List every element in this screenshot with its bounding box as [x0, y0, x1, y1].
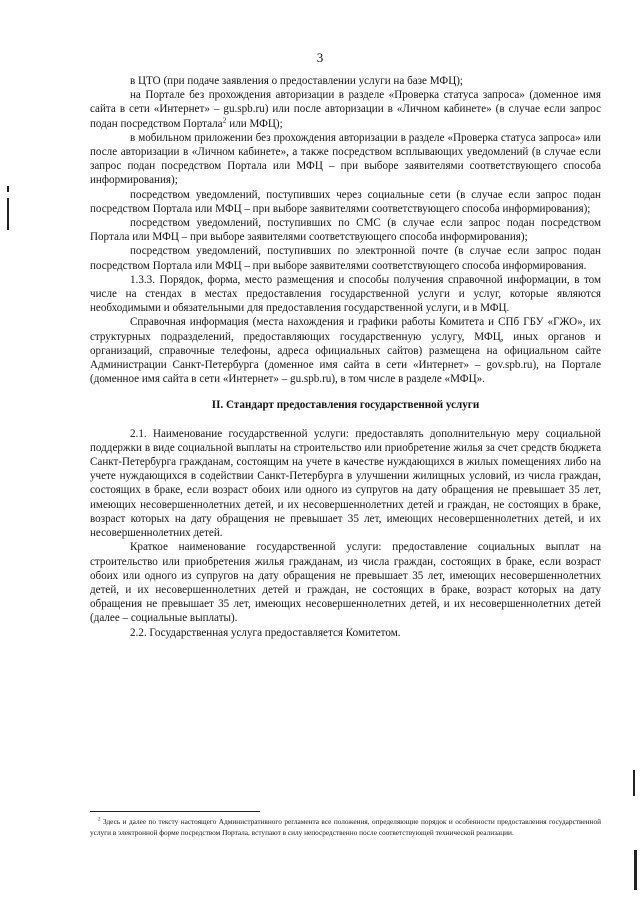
- paragraph-portal: [90, 88, 601, 131]
- paragraph-short-name: Краткое наименование государственной услуги: предоставление социальных выплат на строительство или приобретения жилья гражданам, из числа граждан, состоящих в браке, если возраст обоих или одного из супругов на дату обращения не превышает 35 лет, имеющих несовершеннолетних детей, и их несовершеннолетних детей и граждан, не состоящих в браке, возраст которых на дату обращения не превышает 35 лет, имеющих несовершеннолетних детей, и их несовершеннолетних детей (далее – социальные выплаты).: [90, 541, 601, 625]
- paragraph-social-networks: посредством уведомлений, поступивших через социальные сети (в случае если запрос подан посредством Портала или МФЦ – при выборе заявителями соответствующего способа информирования);: [90, 188, 601, 215]
- section-title: II. Стандарт предоставления государственной услуги: [211, 399, 480, 412]
- paragraph-2-2: 2.2. Государственная услуга предоставляется Комитетом.: [130, 626, 401, 639]
- page-number: 3: [316, 50, 324, 65]
- scan-mark: [7, 186, 9, 192]
- paragraph-1-3-3: 1.3.3. Порядок, форма, место размещения и способы получения справочной информации, в том числе на стендах в местах предоставления государственной услуги и услуг, которые являются необходимыми и обязательными для предоставления государственной услуги, и в МФЦ.: [90, 273, 601, 315]
- paragraph-reference-info: Справочная информация (места нахождения и графики работы Комитета и СПб ГБУ «ГЖО», их структурных подразделений, предоставляющих государственную услугу, МФЦ, иных органов и организаций, справочные телефоны, адреса официальных сайтов) размещена на официальном сайте Администрации Санкт-Петербурга (доменное имя сайта в сети «Интернет» – gov.spb.ru), на Портале (доменное имя сайта в сети «Интернет» – gu.spb.ru), в том числе в разделе «МФЦ».: [90, 316, 601, 386]
- scan-mark: [7, 198, 9, 230]
- footnote-marker: 2: [98, 816, 101, 823]
- paragraph-portal-text: на Портале без прохождения авторизации в разделе «Проверка статуса запроса» (доменное имя сайта в сети «Интернет» – gu.spb.ru) или после авторизации в «Личном кабинете» (в случае если запрос подан посредством Портала: [90, 89, 601, 130]
- footnote: [90, 817, 601, 838]
- paragraph-mobile-app: в мобильном приложении без прохождения авторизации в разделе «Проверка статуса запроса» или после авторизации в «Личном кабинете», а также посредством всплывающих уведомлений (в случае если запрос подан посредством Портала или МФЦ – при выборе заявителями соответствующего способа информирования);: [90, 131, 601, 187]
- footnote-reference: 2: [222, 114, 227, 124]
- paragraph-email: посредством уведомлений, поступивших по электронной почте (в случае если запрос подан посредством Портала или МФЦ – при выборе заявителями соответствующего способа информирования.: [90, 245, 601, 272]
- document-body: [90, 74, 601, 640]
- paragraph-cto: в ЦТО (при подаче заявления о предоставлении услуги на базе МФЦ);: [130, 75, 463, 87]
- paragraph-sms: посредством уведомлений, поступивших по СМС (в случае если запрос подан посредством Портала или МФЦ – при выборе заявителями соответствующего способа информирования);: [90, 217, 601, 244]
- footnote-divider: [90, 811, 260, 812]
- scan-mark: [633, 770, 635, 796]
- footnote-text: Здесь и далее по тексту настоящего Административного регламента все положения, определяющие порядок и особенности предоставления государственной услуги в электронной форме посредством Портала, вступают в силу непосредственно после соответствующей технической реализации.: [90, 817, 601, 837]
- paragraph-2-1: 2.1. Наименование государственной услуги: предоставлять дополнительную меру социальной поддержки в виде социальной выплаты на строительство или приобретение жилья за счет средств бюджета Санкт-Петербурга гражданам, состоящим на учете в качестве нуждающихся в жилых помещениях либо на учете нуждающихся в содействии Санкт-Петербурга в улучшении жилищных условий, из числа граждан, состоящих в браке, если возраст обоих или одного из супругов на дату обращения не превышает 35 лет, имеющих несовершеннолетних детей, и их несовершеннолетних детей и граждан, не состоящих в браке, возраст которых на дату обращения не превышает 35 лет, имеющих несовершеннолетних детей, и их несовершеннолетних детей.: [90, 427, 601, 540]
- scan-mark: [634, 850, 637, 890]
- paragraph-portal-tail: или МФЦ);: [226, 117, 283, 130]
